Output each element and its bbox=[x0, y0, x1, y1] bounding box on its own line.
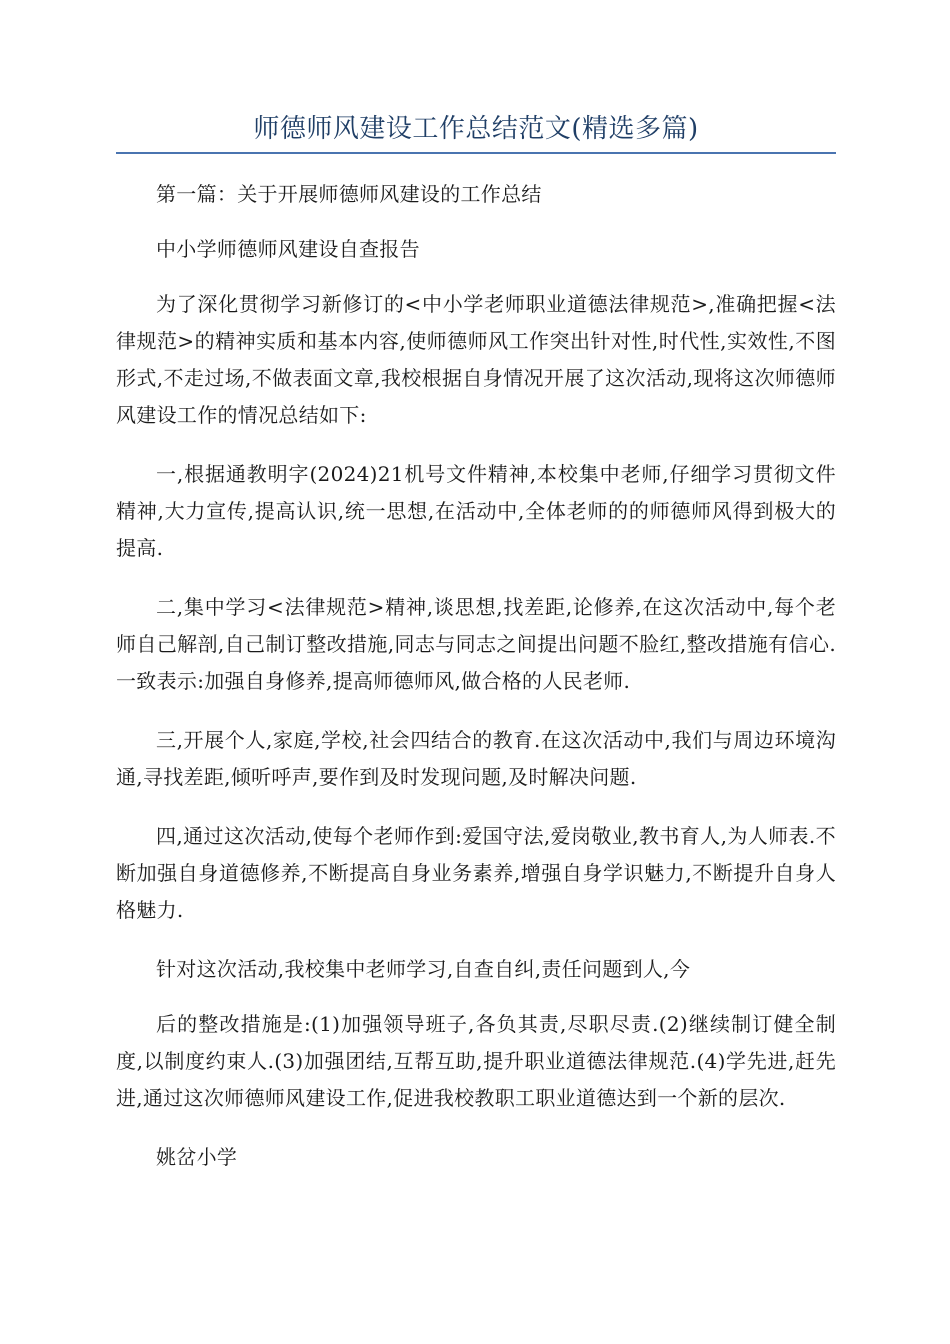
document-page bbox=[116, 110, 836, 1194]
point-two-paragraph: 二,集中学习<法律规范>精神,谈思想,找差距,论修养,在这次活动中,每个老师自己解剖,自己制订整改措施,同志与同志之间提出问题不脸红,整改措施有信心.一致表示:加强自身修养,提高师德师风,做合格的人民老师. bbox=[116, 595, 836, 693]
point-three-paragraph: 三,开展个人,家庭,学校,社会四结合的教育.在这次活动中,我们与周边环境沟通,寻找差距,倾听呼声,要作到及时发现问题,及时解决问题. bbox=[116, 728, 836, 789]
section-heading: 第一篇：关于开展师德师风建设的工作总结 bbox=[156, 182, 542, 206]
signature-school: 姚岔小学 bbox=[156, 1145, 238, 1169]
measures-lead-paragraph: 针对这次活动,我校集中老师学习,自查自纠,责任问题到人,今 bbox=[156, 957, 691, 981]
document-title: 师德师风建设工作总结范文(精选多篇) bbox=[116, 110, 836, 154]
report-title: 中小学师德师风建设自查报告 bbox=[156, 237, 420, 261]
point-one-paragraph: 一,根据通教明字(2024)21机号文件精神,本校集中老师,仔细学习贯彻文件精神,大力宣传,提高认识,统一思想,在活动中,全体老师的的师德师风得到极大的提高. bbox=[116, 462, 836, 560]
intro-paragraph: 为了深化贯彻学习新修订的<中小学老师职业道德法律规范>,准确把握<法律规范>的精神实质和基本内容,使师德师风工作突出针对性,时代性,实效性,不图形式,不走过场,不做表面文章,我校根据自身情况开展了这次活动,现将这次师德师风建设工作的情况总结如下: bbox=[116, 292, 836, 427]
document-body bbox=[116, 176, 836, 1176]
measures-paragraph: 后的整改措施是:(1)加强领导班子,各负其责,尽职尽责.(2)继续制订健全制度,以制度约束人.(3)加强团结,互帮互助,提升职业道德法律规范.(4)学先进,赶先进,通过这次师德师风建设工作,促进我校教职工职业道德达到一个新的层次. bbox=[116, 1012, 836, 1110]
point-four-paragraph: 四,通过这次活动,使每个老师作到:爱国守法,爱岗敬业,教书育人,为人师表.不断加强自身道德修养,不断提高自身业务素养,增强自身学识魅力,不断提升自身人格魅力. bbox=[116, 824, 836, 922]
